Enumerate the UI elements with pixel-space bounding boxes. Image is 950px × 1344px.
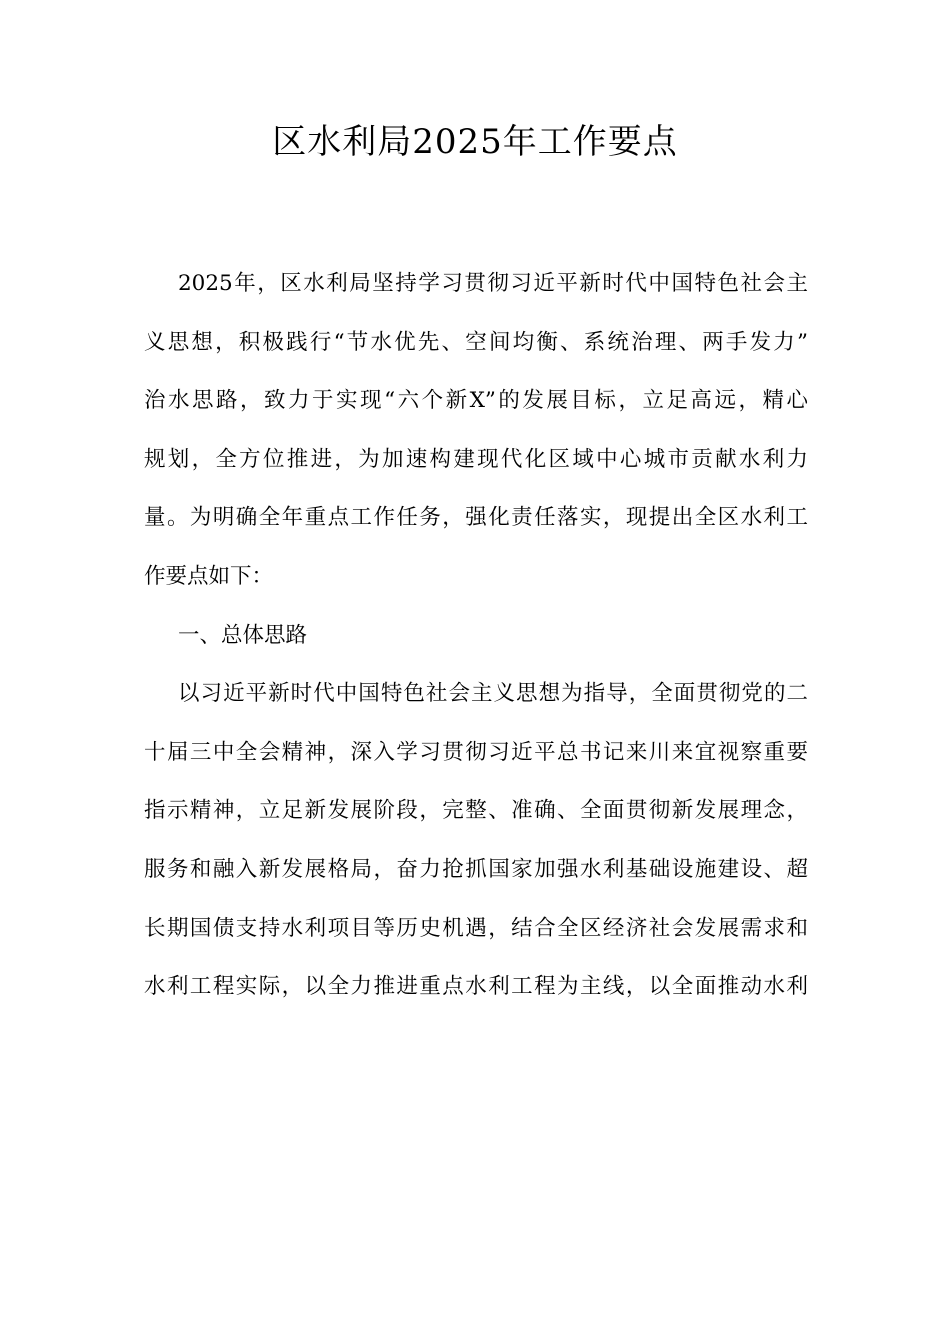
paragraph-line: 义思想，积极践行“节水优先、空间均衡、系统治理、两手发力”: [144, 329, 808, 355]
paragraph-line: 十届三中全会精神，深入学习贯彻习近平总书记来川来宜视察重要: [144, 739, 808, 765]
intro-paragraph: [144, 262, 808, 614]
document-body: [144, 262, 808, 1024]
paragraph-line: 水利工程实际，以全力推进重点水利工程为主线，以全面推动水利: [144, 974, 808, 1000]
section-heading: 一、总体思路: [178, 622, 308, 648]
paragraph-line: 长期国债支持水利项目等历史机遇，结合全区经济社会发展需求和: [144, 915, 808, 941]
paragraph-line: 作要点如下：: [144, 563, 274, 589]
paragraph-line: 规划，全方位推进，为加速构建现代化区域中心城市贡献水利力: [144, 446, 808, 472]
paragraph-line: 服务和融入新发展格局，奋力抢抓国家加强水利基础设施建设、超: [144, 856, 808, 882]
section-1-paragraph: [144, 672, 808, 1024]
paragraph-line: 治水思路，致力于实现“六个新X”的发展目标，立足高远，精心: [144, 388, 808, 414]
paragraph-line: 2025年，区水利局坚持学习贯彻习近平新时代中国特色社会主: [178, 271, 808, 296]
paragraph-line: 指示精神，立足新发展阶段，完整、准确、全面贯彻新发展理念，: [144, 798, 808, 824]
paragraph-line: 量。为明确全年重点工作任务，强化责任落实，现提出全区水利工: [144, 505, 808, 531]
paragraph-line: 以习近平新时代中国特色社会主义思想为指导，全面贯彻党的二: [178, 681, 808, 707]
document-title: 区水利局2025年工作要点: [272, 122, 678, 162]
